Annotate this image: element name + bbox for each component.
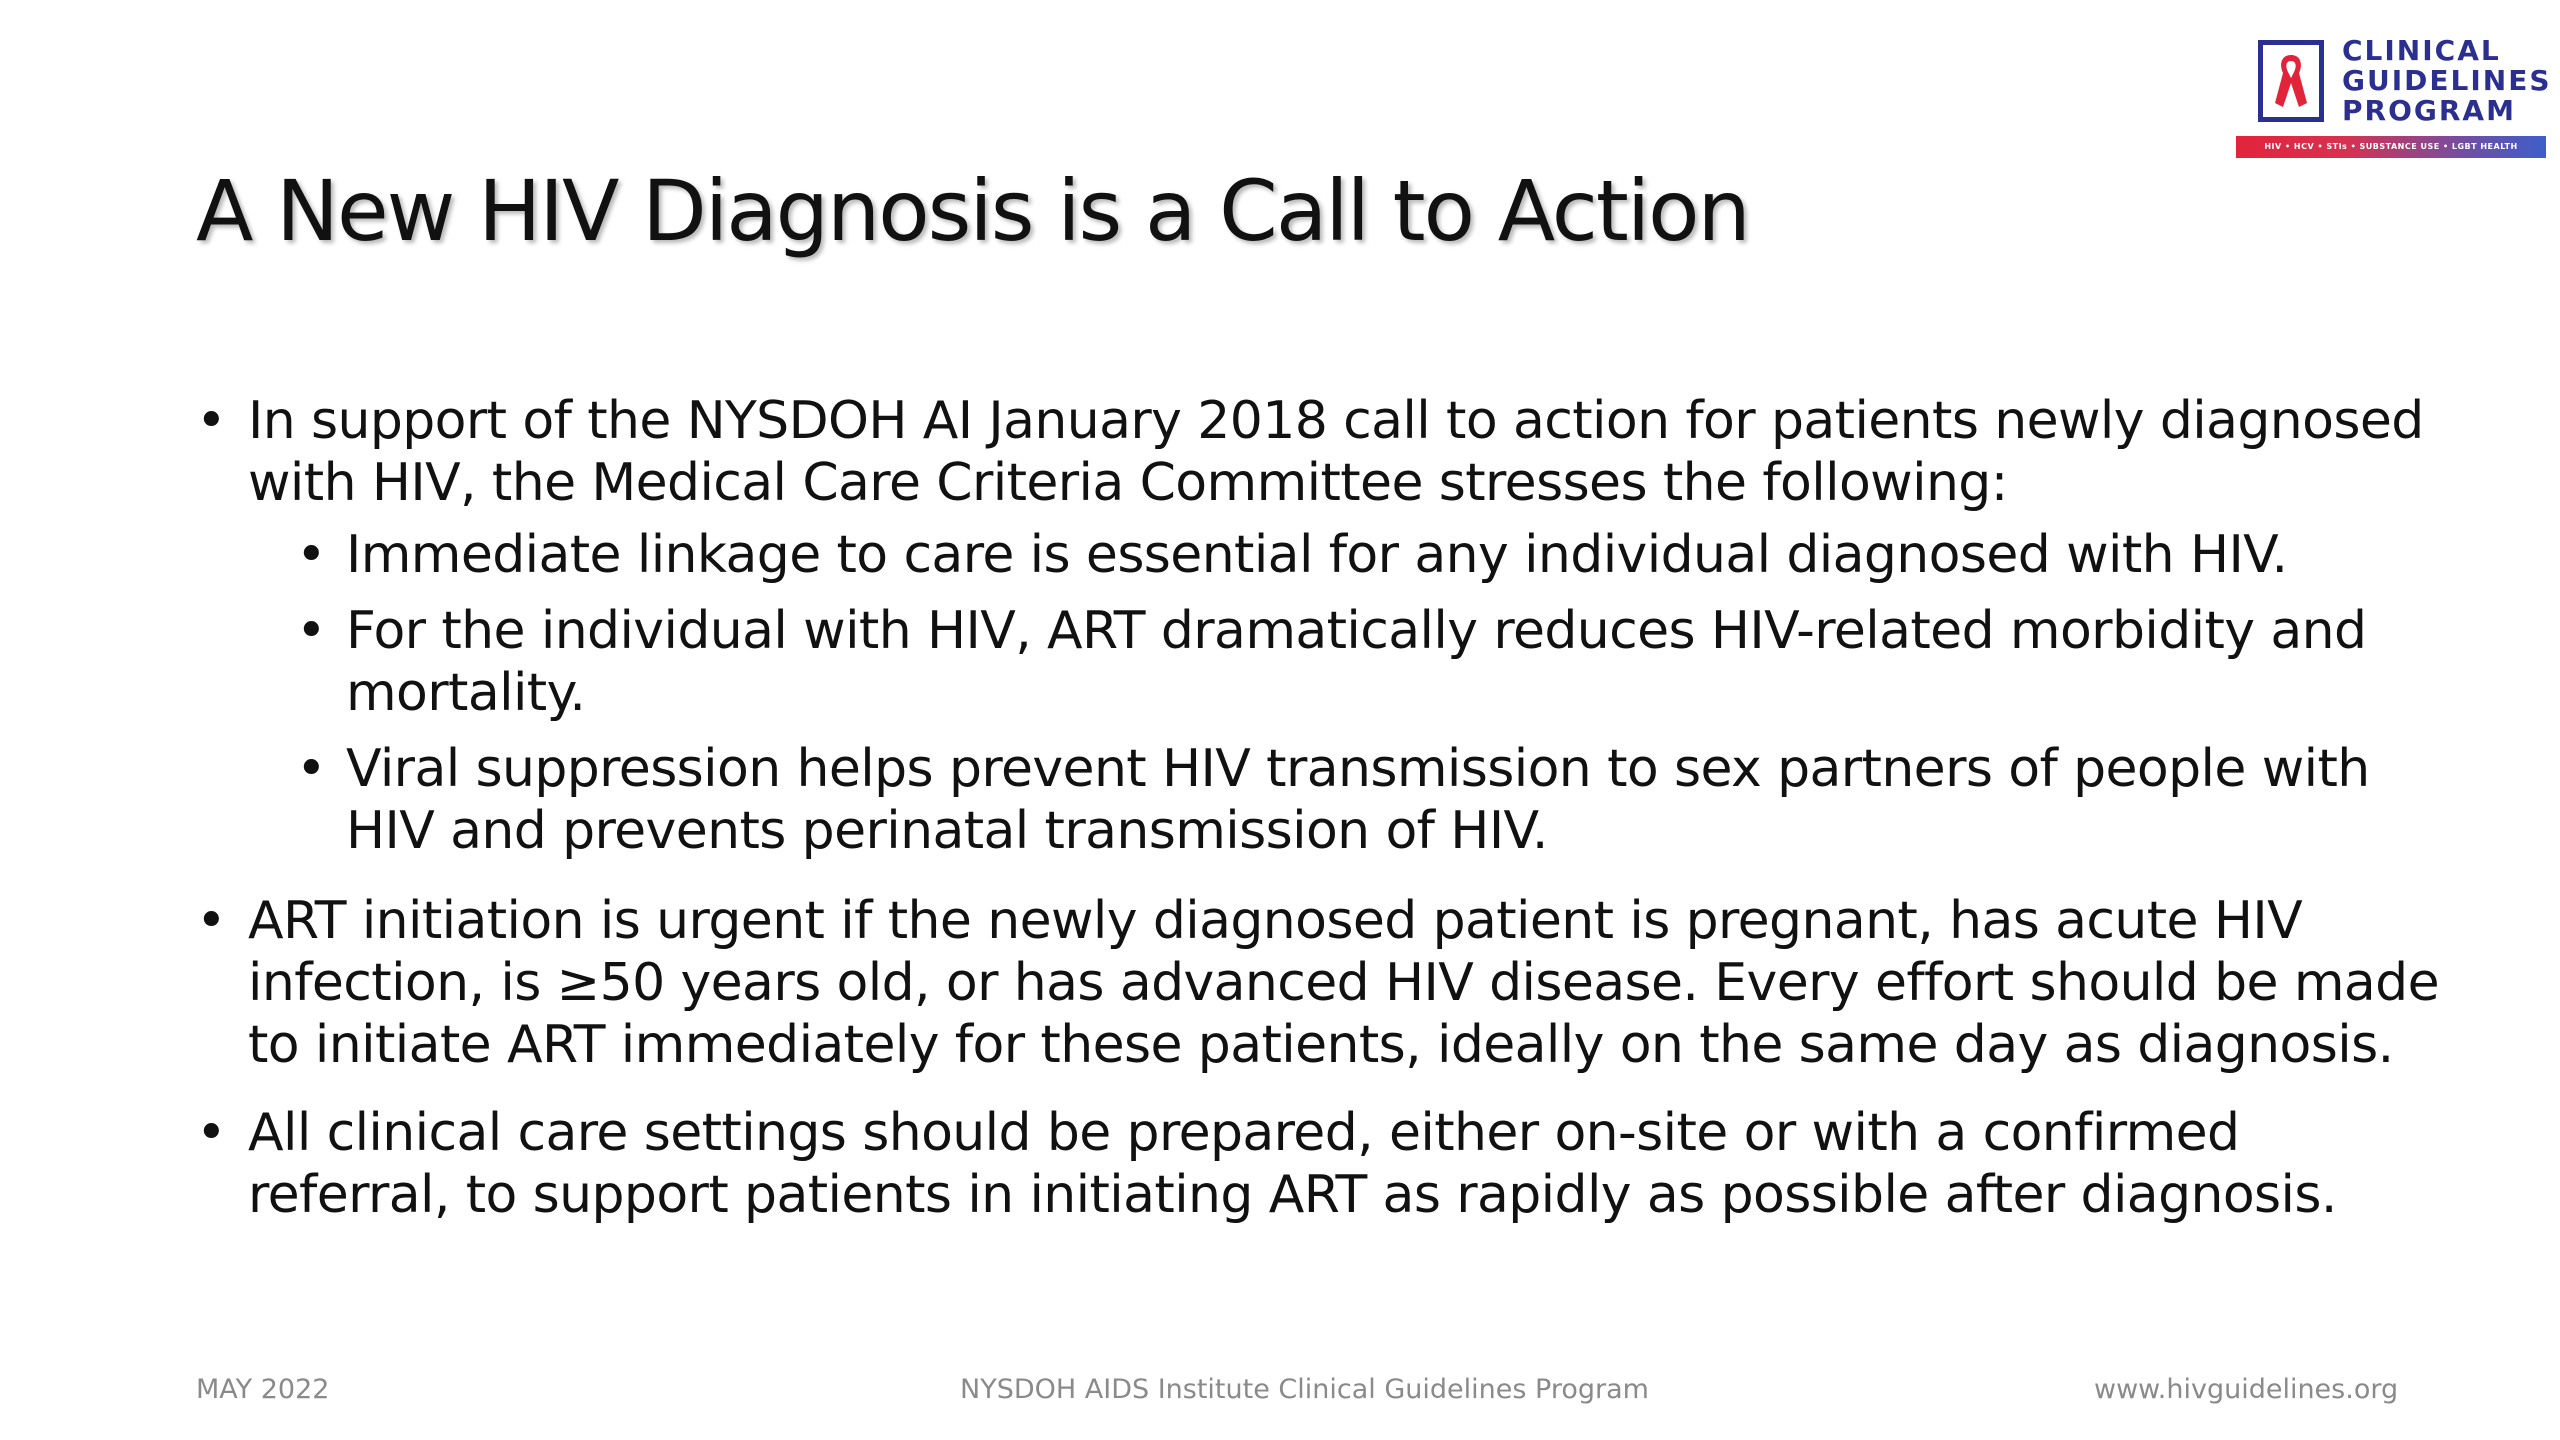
logo-wordmark bbox=[2342, 36, 2552, 126]
slide-title: A New HIV Diagnosis is a Call to Action bbox=[196, 162, 1749, 260]
logo-tagline: HIV • HCV • STIs • SUBSTANCE USE • LGBT HEALTH bbox=[2236, 136, 2546, 158]
bullet-item bbox=[196, 390, 2446, 862]
bullet-item bbox=[196, 1102, 2446, 1226]
bullet-text: In support of the NYSDOH AI January 2018 call to action for patients newly diagnosed with HIV, the Medical Care Criteria Committee stresses the following: bbox=[248, 391, 2424, 513]
sub-bullet-list bbox=[248, 524, 2446, 862]
footer-date: MAY 2022 bbox=[196, 1374, 330, 1405]
bullet-list bbox=[196, 390, 2446, 1226]
sub-bullet-item: • For the individual with HIV, ART dramatically reduces HIV-related morbidity and mortality. bbox=[296, 600, 2446, 724]
clinical-guidelines-logo bbox=[2236, 34, 2552, 162]
logo-line-clinical: CLINICAL bbox=[2342, 34, 2501, 67]
logo-emblem bbox=[2258, 40, 2324, 122]
red-ribbon-icon bbox=[2271, 51, 2311, 111]
bullet-item bbox=[196, 890, 2446, 1076]
logo-line-program: PROGRAM bbox=[2342, 94, 2516, 127]
sub-bullet-item: • Viral suppression helps prevent HIV transmission to sex partners of people with HIV and prevents perinatal transmission of HIV. bbox=[296, 738, 2446, 862]
bullet-text: ART initiation is urgent if the newly diagnosed patient is pregnant, has acute HIV infection, is ≥50 years old, or has advanced HIV disease. Every effort should be made to initiate ART immediately for these patients, ideally on the same day as diagnosis. bbox=[248, 891, 2439, 1075]
slide-body bbox=[196, 390, 2446, 1252]
logo-line-guidelines: GUIDELINES bbox=[2342, 64, 2552, 97]
footer-url: www.hivguidelines.org bbox=[2094, 1374, 2399, 1405]
footer-program: NYSDOH AIDS Institute Clinical Guidelines Program bbox=[960, 1374, 1649, 1405]
bullet-text: All clinical care settings should be prepared, either on-site or with a confirmed referral, to support patients in initiating ART as rapidly as possible after diagnosis. bbox=[248, 1103, 2337, 1225]
sub-bullet-item: • Immediate linkage to care is essential for any individual diagnosed with HIV. bbox=[296, 524, 2446, 586]
